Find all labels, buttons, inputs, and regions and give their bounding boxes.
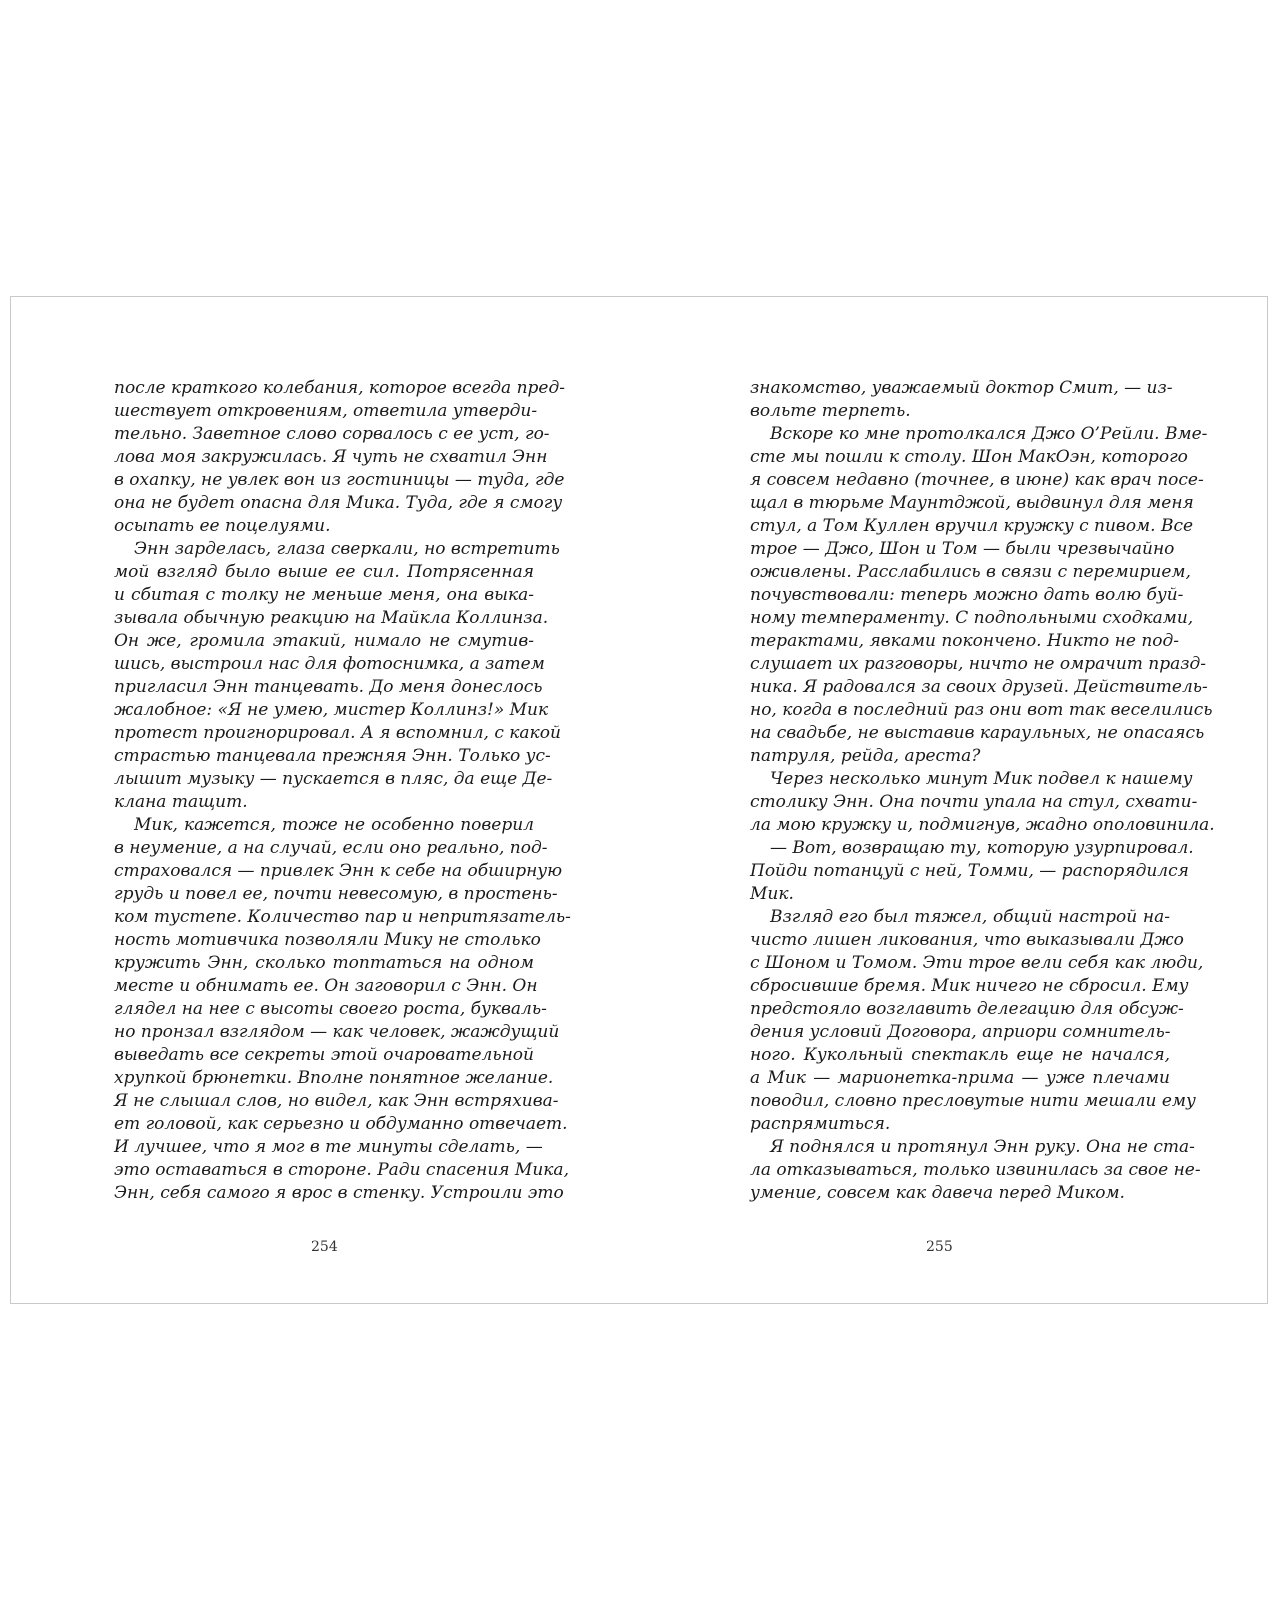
text-line: лова моя закружилась. Я чуть не схватил Энн (114, 447, 548, 467)
text-line: клана тащит. (114, 792, 248, 812)
text-line: патруля, рейда, ареста? (750, 746, 981, 766)
text-line: ному темпераменту. С подпольными сходками, (750, 608, 1194, 628)
page-number: 255 (926, 1239, 953, 1255)
text-line: тельно. Заветное слово сорвалось с ее уст, го- (114, 424, 550, 444)
text-line: шись, выстроил нас для фотоснимка, а затем (114, 654, 545, 674)
right-page-text (750, 377, 1215, 1205)
text-line: оживлены. Расслабились в связи с перемирием, (750, 562, 1191, 582)
text-line: после краткого колебания, которое всегда пред- (114, 378, 566, 398)
text-line: поводил, словно пресловутые нити мешали ему (750, 1091, 1196, 1111)
text-line: ника. Я радовался за своих друзей. Действитель- (750, 677, 1208, 697)
text-line: вольте терпеть. (750, 401, 911, 421)
text-line: осыпать ее поцелуями. (114, 516, 331, 536)
text-line: месте и обнимать ее. Он заговорил с Энн. Он (114, 976, 538, 996)
text-line: я совсем недавно (точнее, в июне) как врач посе- (750, 470, 1204, 490)
text-line: Пойди потанцуй с ней, Томми, — распорядился (750, 861, 1189, 881)
text-line: почувствовали: теперь можно дать волю буй- (750, 585, 1184, 605)
page-number: 254 (311, 1239, 338, 1255)
text-line: Он же, громила этакий, нимало не смутив- (114, 631, 534, 651)
book-spread (10, 296, 1268, 1304)
text-line: ет головой, как серьезно и обдуманно отвечает. (114, 1114, 568, 1134)
text-line: терактами, явками покончено. Никто не под- (750, 631, 1180, 651)
text-line: чисто лишен ликования, что выказывали Джо (750, 930, 1184, 950)
text-line: протест проигнорировал. А я вспомнил, с какой (114, 723, 561, 743)
left-page-text (114, 377, 571, 1205)
text-line: ла мою кружку и, подмигнув, жадно ополовинила. (750, 815, 1215, 835)
text-line: ком тустепе. Количество пар и непритязатель- (114, 907, 571, 927)
text-line: слушает их разговоры, ничто не омрачит празд- (750, 654, 1207, 674)
text-line: лышит музыку — пускается в пляс, да еще Де- (114, 769, 553, 789)
text-line: — Вот, возвращаю ту, которую узурпировал. (770, 838, 1194, 858)
text-line: Мик, кажется, тоже не особенно поверил (134, 815, 534, 835)
text-line: жалобное: «Я не умею, мистер Коллинз!» Мик (114, 700, 549, 720)
text-line: щал в тюрьме Маунтджой, выдвинул для меня (750, 493, 1194, 513)
text-line: Я не слышал слов, но видел, как Энн встряхива- (114, 1091, 559, 1111)
text-line: И лучшее, что я мог в те минуты сделать, — (114, 1137, 543, 1157)
text-line: на свадьбе, не выставив караульных, не опасаясь (750, 723, 1205, 743)
text-line: но, когда в последний раз они вот так веселились (750, 700, 1213, 720)
text-line: трое — Джо, Шон и Том — были чрезвычайно (750, 539, 1175, 559)
text-line: страстью танцевала прежняя Энн. Только ус- (114, 746, 551, 766)
text-line: но пронзал взглядом — как человек, жаждущий (114, 1022, 560, 1042)
text-line: зывала обычную реакцию на Майкла Коллинза. (114, 608, 549, 628)
text-line: столику Энн. Она почти упала на стул, схвати- (750, 792, 1198, 812)
text-line: умение, совсем как давеча перед Миком. (750, 1183, 1125, 1203)
text-line: сте мы пошли к столу. Шон МакОэн, которого (750, 447, 1188, 467)
text-line: знакомство, уважаемый доктор Смит, — из- (750, 378, 1173, 398)
text-line: стул, а Том Куллен вручил кружку с пивом. Все (750, 516, 1194, 536)
text-line: ного. Кукольный спектакль еще не начался, (750, 1045, 1170, 1065)
text-line: страховался — привлек Энн к себе на обширную (114, 861, 563, 881)
text-line: пригласил Энн танцевать. До меня донеслось (114, 677, 543, 697)
right-page (640, 297, 1269, 1303)
text-line: Через несколько минут Мик подвел к нашему (770, 769, 1193, 789)
text-line: хрупкой брюнетки. Вполне понятное желание. (114, 1068, 554, 1088)
left-page (11, 297, 640, 1303)
text-line: дения условий Договора, априори сомнитель- (750, 1022, 1171, 1042)
text-line: кружить Энн, сколько топтаться на одном (114, 953, 534, 973)
text-line: глядел на нее с высоты своего роста, букваль- (114, 999, 547, 1019)
text-line: ность мотивчика позволяли Мику не столько (114, 930, 541, 950)
text-line: шествует откровениям, ответила утверди- (114, 401, 538, 421)
text-line: выведать все секреты этой очаровательной (114, 1045, 534, 1065)
text-line: с Шоном и Томом. Эти трое вели себя как люди, (750, 953, 1204, 973)
text-line: Энн, себя самого я врос в стенку. Устроили это (114, 1183, 564, 1203)
text-line: мой взгляд было выше ее сил. Потрясенная (114, 562, 534, 582)
text-line: предстояло возглавить делегацию для обсуж- (750, 999, 1184, 1019)
text-line: а Мик — марионетка-прима — уже плечами (750, 1068, 1170, 1088)
text-line: сбросившие бремя. Мик ничего не сбросил. Ему (750, 976, 1189, 996)
text-line: Взгляд его был тяжел, общий настрой на- (770, 907, 1170, 927)
text-line: и сбитая с толку не меньше меня, она выка- (114, 585, 534, 605)
text-line: Вскоре ко мне протолкался Джо О’Рейли. Вме- (770, 424, 1208, 444)
text-line: она не будет опасна для Мика. Туда, где я смогу (114, 493, 563, 513)
text-line: в охапку, не увлек вон из гостиницы — туда, где (114, 470, 565, 490)
text-line: Я поднялся и протянул Энн руку. Она не ста- (770, 1137, 1195, 1157)
text-line: Мик. (750, 884, 794, 904)
text-line: распрямиться. (750, 1114, 891, 1134)
text-line: грудь и повел ее, почти невесомую, в простень- (114, 884, 558, 904)
text-line: ла отказываться, только извинилась за свое не- (750, 1160, 1201, 1180)
text-line: в неумение, а на случай, если оно реально, под- (114, 838, 548, 858)
text-line: Энн зарделась, глаза сверкали, но встретить (134, 539, 560, 559)
text-line: это оставаться в стороне. Ради спасения Мика, (114, 1160, 569, 1180)
